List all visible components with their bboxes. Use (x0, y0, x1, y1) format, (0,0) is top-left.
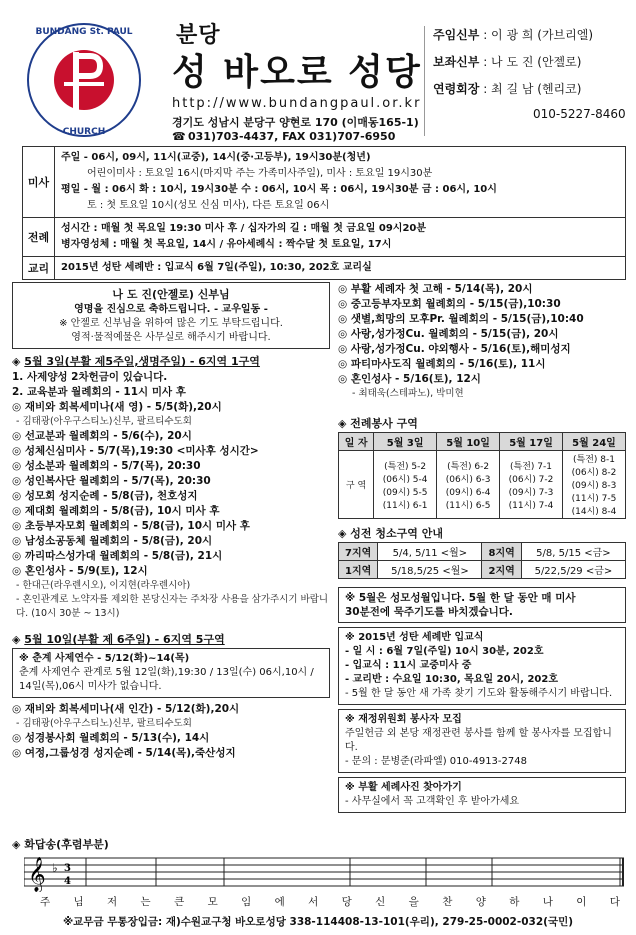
class-line: 2015년 성탄 세례반 : 입교식 6월 7일(주일), 10:30, 202호 교리실 (61, 262, 372, 273)
staff-name: 최 길 남 (헨리코) (491, 82, 582, 96)
week2-item: ◎ 재비와 회복세미나(새 인간) - 5/12(화),20시 (12, 703, 240, 715)
clean-region: 8지역 (482, 543, 521, 561)
week2-item: ◎ 성경봉사회 월례회의 - 5/13(수), 14시 (12, 732, 210, 744)
right-item: ◎ 부활 세례자 첫 고해 - 5/14(목), 20시 (338, 283, 533, 295)
music-staff (24, 852, 624, 892)
altar-header: 일 자 (339, 433, 374, 451)
lyric: 찬 (442, 896, 453, 908)
staff-role: 주임신부 (433, 28, 480, 42)
staff-role: 연령회장 (433, 82, 480, 96)
clean-heading: ◈ 성전 청소구역 안내 (338, 527, 443, 540)
week1-sub: - 한대근(라우렌시오), 이지현(라우렌시아) (16, 580, 191, 591)
week2-sub: - 김태광(아우구스티노)신부, 팔르티수도회 (16, 718, 192, 729)
clean-dates: 5/18,5/25 <월> (378, 561, 482, 579)
telephone: 031)703-4437, FAX 031)707-6950 (188, 130, 396, 143)
week1-item: ◎ 선교분과 월례회의 - 5/6(수), 20시 (12, 430, 192, 442)
right-item: ◎ 파티마사도직 월례회의 - 5/16(토), 11시 (338, 358, 546, 370)
mass-body (55, 147, 625, 217)
week1-item: ◎ 제대회 월례회의 - 5/8(금), 10시 미사 후 (12, 505, 220, 517)
altar-entry: (특전) 5-2 (384, 461, 427, 472)
notice-title: ※ 재정위원회 봉사자 모집 (345, 714, 462, 725)
notice-baptism-class (338, 627, 626, 705)
notice-line: - 일 시 : 6월 7일(주일) 10시 30분, 202호 (345, 646, 544, 657)
clean-region: 2지역 (482, 561, 521, 579)
week2-box-title: ※ 춘계 사제연수 - 5/12(화)~14(목) (19, 653, 190, 664)
altar-entry: (특전) 7-1 (510, 461, 553, 472)
week1-item: 1. 사제양성 2차헌금이 있습니다. (12, 371, 168, 383)
altar-entry: (11시) 6-1 (382, 500, 428, 511)
week1-sub: - 김태광(아우구스티노)신부, 팔르티수도회 (16, 416, 192, 427)
lyric: 에 (274, 896, 285, 908)
notice-line: 주일헌금 외 본당 재정관련 봉사를 함께 할 봉사자를 모집합니다. (345, 728, 612, 753)
altar-entry: (06시) 8-2 (571, 468, 617, 478)
altar-cell (437, 451, 500, 519)
mass-line: 어린이미사 : 토요일 16시(마지막 주는 가족미사주일), 미사 : 토요일 19시30분 (87, 168, 433, 179)
rite-line: 성시간 : 매월 첫 목요일 19:30 미사 후 / 십자가의 길 : 매월 첫 금요일 09시20분 (61, 223, 427, 234)
week1-item: 2. 교육분과 월례회의 - 11시 미사 후 (12, 386, 186, 398)
lyric: 하 (509, 896, 520, 908)
right-item: ◎ 사랑,성가정Cu. 야외행사 - 5/16(토),해미성지 (338, 343, 571, 355)
banner-note: ※ 안젤로 신부님을 위하여 많은 기도 부탁드립니다. (59, 318, 283, 329)
notice-line: ※ 5월은 성모성월입니다. 5월 한 달 동안 매 미사 (345, 592, 576, 604)
week1-heading: ◈ 5월 3일(부활 제5주일,생명주일) - 6지역 1구역 (12, 355, 260, 368)
footer-bank-info: ※교무금 무통장입금: 재)수원교구청 바오로성당 338-114408-13-101(우리), 279-25-0002-032(국민) (62, 916, 574, 928)
week1-item: ◎ 재비와 회복세미나(새 영) - 5/5(화),20시 (12, 401, 222, 413)
rite-line: 병자영성체 : 매월 첫 목요일, 14시 / 유아세례식 : 짝수달 첫 토요일, 17시 (61, 239, 392, 250)
altar-heading: ◈ 전례봉사 구역 (338, 417, 418, 430)
class-label: 교리 (23, 257, 55, 279)
psalm-heading: ◈ 화답송(후렴부분) (12, 838, 109, 851)
notice-line: - 문의 : 문병준(라파엘) 010-4913-2748 (345, 756, 527, 767)
staff-role: 보좌신부 (433, 55, 480, 69)
lyric: 양 (475, 896, 486, 908)
mass-label: 미사 (23, 147, 55, 217)
page-title: 성 바오로 성당 (172, 52, 422, 93)
week2-notice-box (12, 648, 330, 698)
altar-header: 5월 17일 (500, 433, 563, 451)
notice-title: ※ 2015년 성탄 세례반 입교식 (345, 632, 484, 643)
lyric: 는 (140, 896, 151, 908)
week1-item: ◎ 성소분과 월례회의 - 5/7(목), 20:30 (12, 460, 201, 472)
rite-label: 전례 (23, 218, 55, 256)
website-link[interactable]: http://www.bundangpaul.or.kr (172, 96, 422, 111)
staff-name: 이 광 희 (가브리엘) (491, 28, 593, 42)
lyric: 님 (73, 896, 84, 908)
svg-text:BUNDANG St. PAUL: BUNDANG St. PAUL (35, 27, 133, 37)
schedule-table (22, 146, 626, 280)
lyric: 나 (542, 896, 553, 908)
week2-heading: ◈ 5월 10일(부활 제 6주일) - 6지역 5구역 (12, 633, 225, 646)
staff-list (424, 26, 634, 136)
altar-entry: (특전) 6-2 (447, 461, 490, 472)
svg-text:♭: ♭ (52, 861, 58, 875)
right-item-sub: - 최태욱(스테파노), 박미현 (352, 388, 464, 399)
week1-item: ◎ 성인복사단 월례회의 - 5/7(목), 20:30 (12, 475, 211, 487)
staff-row: 보좌신부 : 나 도 진 (안젤로) (433, 55, 582, 69)
address: 경기도 성남시 분당구 양현로 170 (이매동165-1) (172, 116, 419, 129)
notice-line: - 입교식 : 11시 교중미사 중 (345, 660, 472, 671)
rite-body (55, 218, 625, 256)
header (12, 8, 624, 150)
banner-title: 나 도 진(안젤로) 신부님 (112, 288, 230, 301)
clean-region: 7지역 (339, 543, 378, 561)
altar-entry: (06시) 5-4 (382, 474, 428, 485)
lyric: 주 (40, 896, 51, 908)
altar-entry: (14시) 8-4 (571, 507, 617, 517)
right-item: ◎ 샛별,희망의 모후Pr. 월례회의 - 5/15(금),10:40 (338, 313, 584, 325)
lyric: 당 (341, 896, 352, 908)
lyric: 큰 (174, 896, 185, 908)
clean-dates: 5/8, 5/15 <금> (521, 543, 625, 561)
altar-entry: (09시) 7-3 (508, 487, 554, 498)
staff-name: 나 도 진 (안젤로) (491, 55, 582, 69)
banner-note: 영적·물적예물은 사무실로 해주시기 바랍니다. (71, 332, 271, 343)
altar-entry: (특전) 8-1 (573, 455, 615, 465)
week1-sub: - 혼인관계로 노약자를 제외한 본당신자는 주차장 사용을 삼가주시기 바랍니다. (10시 30분 ~ 13시) (16, 594, 329, 619)
right-item: ◎ 중고등부자모회 월례회의 - 5/15(금),10:30 (338, 298, 561, 310)
altar-cell (374, 451, 437, 519)
clean-region: 1지역 (339, 561, 378, 579)
svg-text:4: 4 (64, 876, 71, 887)
notice-baptism-photos (338, 777, 626, 813)
phone-icon: ☎ (172, 130, 186, 143)
clean-table (338, 542, 626, 579)
week2-item: ◎ 여정,그룹성경 성지순례 - 5/14(목),죽산성지 (12, 747, 236, 759)
staff-row: 주임신부 : 이 광 희 (가브리엘) (433, 28, 593, 42)
svg-text:CHURCH: CHURCH (62, 127, 106, 137)
week1-item: ◎ 초등부자모회 월례회의 - 5/8(금), 10시 미사 후 (12, 520, 250, 532)
clean-dates: 5/4, 5/11 <월> (378, 543, 482, 561)
right-item: ◎ 사랑,성가정Cu. 월례회의 - 5/15(금), 20시 (338, 328, 559, 340)
class-row (23, 257, 625, 279)
altar-entry: (06시) 7-2 (508, 474, 554, 485)
notice-line: - 교리반 : 수요일 10:30, 목요일 20시, 202호 (345, 674, 558, 685)
altar-header: 5월 10일 (437, 433, 500, 451)
altar-entry: (09시) 6-4 (445, 487, 491, 498)
lyric: 임 (241, 896, 252, 908)
notice-rosary (338, 587, 626, 623)
left-column (12, 282, 330, 761)
altar-entry: (11시) 7-4 (508, 500, 554, 511)
church-logo-icon (24, 20, 144, 140)
right-column (338, 282, 626, 817)
altar-entry: (11시) 7-5 (571, 494, 617, 504)
altar-entry: (09시) 8-3 (571, 481, 617, 491)
altar-header: 5월 3일 (374, 433, 437, 451)
week1-item: ◎ 성모회 성지순례 - 5/8(금), 천호성지 (12, 490, 198, 502)
lyric: 다 (609, 896, 620, 908)
altar-title: 전례봉사 구역 (350, 417, 418, 430)
week1-heading-text: 5월 3일(부활 제5주일,생명주일) - 6지역 1구역 (24, 355, 260, 368)
lyric: 모 (207, 896, 218, 908)
lyric: 저 (107, 896, 118, 908)
clean-title: 성전 청소구역 안내 (350, 527, 443, 540)
mass-row (23, 147, 625, 218)
clean-dates: 5/22,5/29 <금> (521, 561, 625, 579)
psalm-title: 화답송(후렴부분) (24, 838, 109, 851)
lyric: 신 (375, 896, 386, 908)
svg-text:3: 3 (64, 863, 71, 874)
notice-line: - 5월 한 달 동안 새 가족 찾기 기도와 활동해주시기 바랍니다. (345, 688, 613, 699)
altar-entry: (11시) 6-5 (445, 500, 491, 511)
feast-banner (12, 282, 330, 349)
staff-row: 연령회장 : 최 길 남 (헨리코) (433, 82, 582, 96)
rite-row (23, 218, 625, 257)
psalm-lyrics (40, 894, 620, 909)
week1-item: ◎ 혼인성사 - 5/9(토), 12시 (12, 565, 148, 577)
week1-item: ◎ 까리따스성가대 월례회의 - 5/8(금), 21시 (12, 550, 223, 562)
mass-line: 평일 - 월 : 06시 화 : 10시, 19시30분 수 : 06시, 10시 목 : 06시, 19시30분 금 : 06시, 10시 (61, 184, 497, 195)
right-item: ◎ 혼인성사 - 5/16(토), 12시 (338, 373, 481, 385)
week1-item: ◎ 성체신심미사 - 5/7(목),19:30 <미사후 성시간> (12, 445, 259, 457)
notice-finance-volunteers (338, 709, 626, 773)
altar-row-label: 구 역 (339, 451, 374, 519)
notice-line: - 사무실에서 꼭 고객확인 후 받아가세요 (345, 796, 520, 807)
mass-line: 토 : 첫 토요일 10시(성모 신심 미사), 다른 토요일 06시 (87, 200, 330, 211)
title-small: 분당 (176, 23, 221, 48)
altar-entry: (06시) 6-3 (445, 474, 491, 485)
notice-line: 30분전에 묵주기도를 바치겠습니다. (345, 606, 513, 618)
lyric: 이 (576, 896, 587, 908)
altar-table (338, 432, 626, 519)
week1-item: ◎ 남성소공동체 월례회의 - 5/8(금), 20시 (12, 535, 213, 547)
mass-line: 주일 - 06시, 09시, 11시(교중), 14시(중·고등부), 19시30분(청년) (61, 152, 371, 163)
altar-header: 5월 24일 (563, 433, 626, 451)
lyric: 서 (308, 896, 319, 908)
altar-cell (563, 451, 626, 519)
week2-box-text: 춘계 사제연수 관계로 5월 12일(화),19:30 / 13일(수) 06시,10시 / 14일(목),06시 미사가 없습니다. (19, 667, 314, 692)
svg-text:𝄞: 𝄞 (28, 857, 46, 892)
altar-entry: (09시) 5-5 (382, 487, 428, 498)
week2-heading-text: 5월 10일(부활 제 6주일) - 6지역 5구역 (24, 633, 225, 646)
banner-message: 영명을 진심으로 축하드립니다. - 교우일동 - (74, 304, 268, 315)
staff-phone: 010-5227-8460 (533, 107, 626, 121)
lyric: 을 (408, 896, 419, 908)
notice-title: ※ 부활 세례사진 찾아가기 (345, 782, 462, 793)
altar-cell (500, 451, 563, 519)
